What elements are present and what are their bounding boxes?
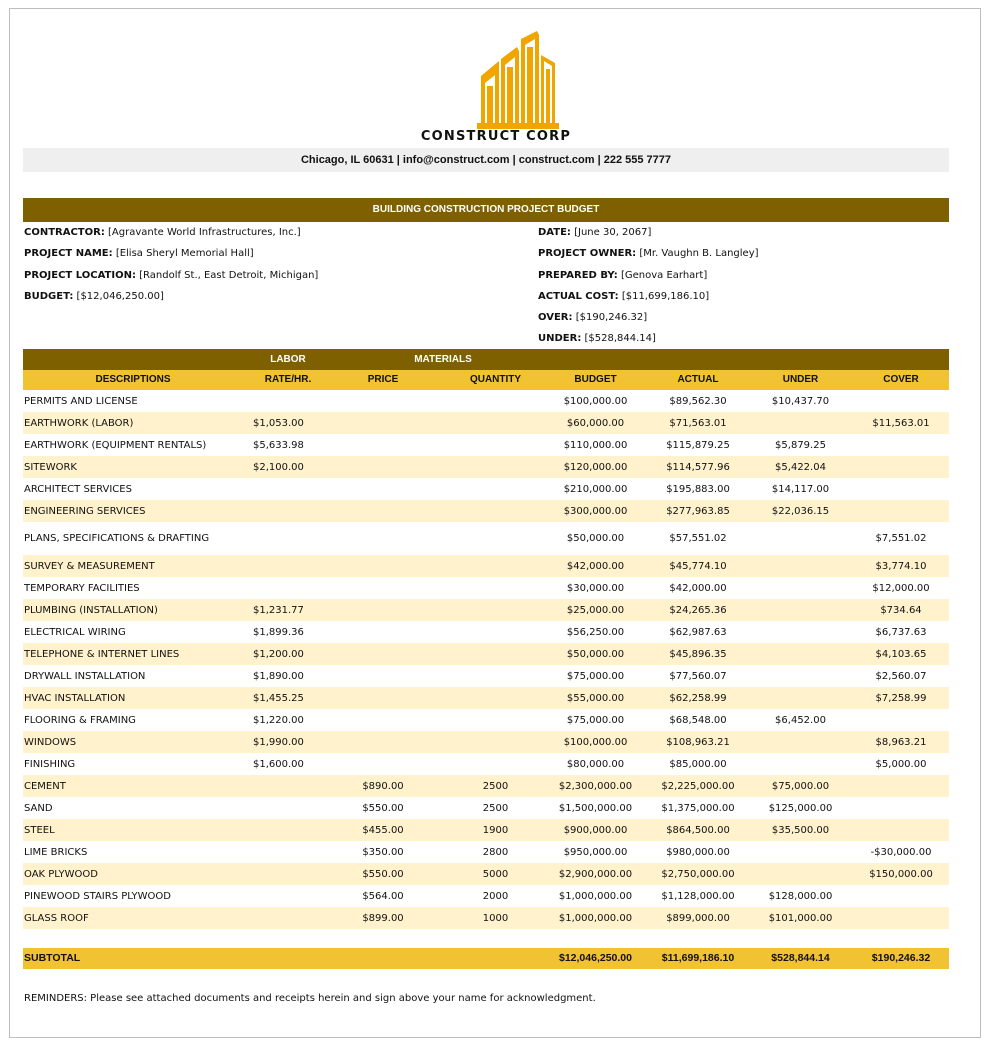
table-row [23, 412, 949, 434]
cell-description: FINISHING [24, 758, 76, 770]
cell-rate: $1,890.00 [253, 670, 304, 682]
cell-rate: $1,455.25 [253, 692, 304, 704]
cell-cover: $4,103.65 [875, 648, 927, 660]
table-row [23, 819, 949, 841]
cell-budget: $75,000.00 [566, 670, 625, 682]
cell-cover [853, 434, 949, 456]
cell-price [338, 500, 428, 522]
cell-rate: $1,899.36 [253, 626, 304, 638]
table-row [23, 687, 949, 709]
cell-budget: $100,000.00 [563, 395, 628, 407]
info-date: DATE: [June 30, 2067] [538, 227, 652, 238]
cell-quantity [443, 478, 548, 500]
cell-quantity [443, 434, 548, 456]
cell-actual: $62,258.99 [669, 692, 727, 704]
subtotal-under: $528,844.14 [771, 952, 830, 964]
cell-under [748, 687, 853, 709]
info-left [24, 222, 318, 307]
cell-quantity [443, 643, 548, 665]
col-under: UNDER [782, 374, 819, 385]
cell-quantity [443, 621, 548, 643]
table-row [23, 555, 949, 577]
cell-under: $35,500.00 [771, 824, 830, 836]
cell-cover: $7,258.99 [875, 692, 927, 704]
subtotal-budget: $12,046,250.00 [559, 952, 632, 964]
cell-actual: $1,375,000.00 [661, 802, 735, 814]
reminder-note: REMINDERS: Please see attached documents and receipts herein and sign above your name for acknowledgment. [24, 993, 596, 1004]
cell-quantity: 2500 [482, 802, 509, 814]
table-row [23, 621, 949, 643]
cell-budget: $60,000.00 [566, 417, 625, 429]
cell-actual: $77,560.07 [669, 670, 727, 682]
cell-budget: $950,000.00 [563, 846, 628, 858]
table-row [23, 577, 949, 599]
cell-price: $350.00 [362, 846, 404, 858]
cell-cover: $734.64 [880, 604, 922, 616]
cell-budget: $2,900,000.00 [558, 868, 633, 880]
cell-actual: $108,963.21 [666, 736, 730, 748]
cell-under [748, 522, 853, 555]
cell-actual: $85,000.00 [669, 758, 727, 770]
cell-under: $22,036.15 [771, 505, 830, 517]
cell-actual: $89,562.30 [669, 395, 727, 407]
subtotal-row [23, 948, 949, 969]
col-descriptions: DESCRIPTIONS [95, 374, 171, 385]
group-labor: LABOR [270, 354, 306, 365]
cell-actual: $899,000.00 [666, 912, 730, 924]
cell-actual: $24,265.36 [669, 604, 727, 616]
cell-budget: $110,000.00 [563, 439, 628, 451]
cell-description: EARTHWORK (EQUIPMENT RENTALS) [24, 439, 207, 451]
cell-quantity [443, 390, 548, 412]
cell-price [338, 434, 428, 456]
cell-quantity: 1900 [482, 824, 509, 836]
cell-description: TELEPHONE & INTERNET LINES [24, 648, 180, 660]
cell-budget: $2,300,000.00 [558, 780, 633, 792]
cell-under [748, 863, 853, 885]
cell-quantity [443, 709, 548, 731]
cell-actual: $45,774.10 [669, 560, 727, 572]
table-row [23, 907, 949, 929]
table-row [23, 731, 949, 753]
cell-price: $890.00 [362, 780, 404, 792]
cell-actual: $115,879.25 [666, 439, 730, 451]
cell-under: $125,000.00 [768, 802, 833, 814]
cell-price [338, 687, 428, 709]
cell-price [338, 709, 428, 731]
cell-under [748, 599, 853, 621]
cell-quantity: 2800 [482, 846, 509, 858]
cell-quantity [443, 665, 548, 687]
budget-title: BUILDING CONSTRUCTION PROJECT BUDGET [23, 198, 949, 222]
cell-cover: $150,000.00 [869, 868, 933, 880]
cell-cover [853, 797, 949, 819]
cell-actual: $45,896.35 [669, 648, 727, 660]
table-row [23, 390, 949, 412]
cell-under [748, 412, 853, 434]
cell-quantity [443, 522, 548, 555]
cell-actual: $2,225,000.00 [661, 780, 735, 792]
cell-actual: $2,750,000.00 [661, 868, 735, 880]
cell-quantity [443, 555, 548, 577]
building-logo-icon [469, 31, 559, 131]
cell-description: PLANS, SPECIFICATIONS & DRAFTING [24, 533, 210, 544]
cell-cover: $8,963.21 [875, 736, 927, 748]
cell-quantity: 1000 [482, 912, 509, 924]
cell-description: EARTHWORK (LABOR) [24, 417, 134, 429]
info-project-owner: PROJECT OWNER: [Mr. Vaughn B. Langley] [538, 248, 759, 260]
cell-budget: $100,000.00 [563, 736, 628, 748]
cell-budget: $1,000,000.00 [558, 890, 633, 902]
cell-description: PLUMBING (INSTALLATION) [24, 604, 158, 616]
group-header-row [23, 349, 949, 370]
cell-description: GLASS ROOF [24, 912, 89, 924]
cell-budget: $1,000,000.00 [558, 912, 633, 924]
info-project-name: PROJECT NAME: [Elisa Sheryl Memorial Hall] [24, 248, 254, 260]
cell-budget: $300,000.00 [563, 505, 628, 517]
cell-quantity [443, 412, 548, 434]
col-rate: RATE/HR. [264, 374, 312, 385]
cell-budget: $210,000.00 [563, 483, 628, 495]
info-budget: BUDGET: [$12,046,250.00] [24, 290, 164, 302]
cell-quantity [443, 731, 548, 753]
cell-cover [853, 885, 949, 907]
cell-rate: $1,200.00 [253, 648, 304, 660]
cell-description: FLOORING & FRAMING [24, 714, 136, 726]
cell-actual: $68,548.00 [669, 714, 727, 726]
cell-cover [853, 907, 949, 929]
table-row [23, 478, 949, 500]
cell-price: $899.00 [362, 912, 404, 924]
info-over: OVER: [$190,246.32] [538, 312, 648, 324]
col-cover: COVER [883, 374, 919, 385]
info-right [538, 222, 759, 350]
cell-actual: $1,128,000.00 [661, 890, 735, 902]
cell-price: $455.00 [362, 824, 404, 836]
cell-under [748, 577, 853, 599]
cell-actual: $42,000.00 [669, 582, 727, 594]
cell-rate: $2,100.00 [253, 461, 304, 473]
cell-cover [853, 390, 949, 412]
cell-under [748, 731, 853, 753]
col-actual: ACTUAL [677, 374, 719, 385]
cell-under [748, 753, 853, 775]
cell-description: ARCHITECT SERVICES [24, 483, 132, 495]
table-row [23, 500, 949, 522]
cell-price [338, 555, 428, 577]
cell-price [338, 577, 428, 599]
cell-quantity [443, 500, 548, 522]
cell-budget: $1,500,000.00 [558, 802, 633, 814]
col-price: PRICE [367, 374, 399, 385]
cell-price [338, 753, 428, 775]
budget-table-body [23, 390, 949, 929]
cell-quantity: 2500 [482, 780, 509, 792]
cell-rate: $5,633.98 [253, 439, 304, 451]
cell-cover [853, 775, 949, 797]
cell-cover: -$30,000.00 [870, 846, 932, 858]
cell-cover [853, 709, 949, 731]
cell-rate: $1,600.00 [253, 758, 304, 770]
info-project-location: PROJECT LOCATION: [Randolf St., East Detroit, Michigan] [24, 269, 319, 281]
cell-price [338, 522, 428, 555]
cell-rate: $1,220.00 [253, 714, 304, 726]
cell-price [338, 456, 428, 478]
cell-actual: $195,883.00 [666, 483, 730, 495]
cell-price [338, 665, 428, 687]
cell-quantity: 2000 [482, 890, 509, 902]
cell-under: $75,000.00 [771, 780, 830, 792]
cell-cover [853, 456, 949, 478]
cell-under [748, 643, 853, 665]
cell-under: $128,000.00 [768, 890, 833, 902]
table-row [23, 643, 949, 665]
info-contractor: CONTRACTOR: [Agravante World Infrastructures, Inc.] [24, 227, 301, 238]
cell-description: ELECTRICAL WIRING [24, 626, 126, 638]
cell-budget: $56,250.00 [566, 626, 625, 638]
cell-under: $101,000.00 [768, 912, 833, 924]
cell-cover: $3,774.10 [875, 560, 927, 572]
cell-description: WINDOWS [24, 736, 77, 748]
cell-price: $564.00 [362, 890, 404, 902]
cell-actual: $980,000.00 [666, 846, 730, 858]
table-row [23, 841, 949, 863]
cell-cover: $5,000.00 [875, 758, 927, 770]
cell-budget: $75,000.00 [566, 714, 625, 726]
cell-budget: $120,000.00 [563, 461, 628, 473]
cell-quantity [443, 456, 548, 478]
table-row [23, 665, 949, 687]
cell-under: $6,452.00 [775, 714, 826, 726]
cell-under [748, 621, 853, 643]
cell-description: PINEWOOD STAIRS PLYWOOD [24, 890, 171, 902]
contact-bar: Chicago, IL 60631 | info@construct.com | construct.com | 222 555 7777 [23, 148, 949, 172]
table-row [23, 434, 949, 456]
cell-actual: $114,577.96 [666, 461, 730, 473]
cell-actual: $864,500.00 [666, 824, 730, 836]
cell-budget: $30,000.00 [566, 582, 625, 594]
cell-rate: $1,990.00 [253, 736, 304, 748]
cell-cover [853, 478, 949, 500]
cell-price [338, 621, 428, 643]
cell-description: LIME BRICKS [24, 846, 88, 858]
cell-actual: $277,963.85 [666, 505, 730, 517]
cell-description: STEEL [24, 824, 55, 836]
cell-price [338, 390, 428, 412]
subtotal-actual: $11,699,186.10 [661, 952, 735, 964]
cell-cover: $6,737.63 [875, 626, 927, 638]
cell-description: SURVEY & MEASUREMENT [24, 560, 155, 572]
cell-under [748, 555, 853, 577]
info-actual-cost: ACTUAL COST: [$11,699,186.10] [538, 290, 710, 302]
cell-description: CEMENT [24, 780, 66, 792]
cell-under [748, 841, 853, 863]
cell-cover: $12,000.00 [872, 582, 930, 594]
company-name: CONSTRUCT CORP [420, 129, 572, 144]
table-row [23, 599, 949, 621]
table-row [23, 522, 949, 555]
cell-description: TEMPORARY FACILITIES [24, 582, 140, 594]
cell-price [338, 731, 428, 753]
cell-quantity [443, 599, 548, 621]
cell-actual: $57,551.02 [669, 533, 727, 544]
cell-under: $14,117.00 [771, 483, 830, 495]
cell-description: DRYWALL INSTALLATION [24, 670, 146, 682]
table-row [23, 709, 949, 731]
table-row [23, 456, 949, 478]
cell-description: ENGINEERING SERVICES [24, 505, 146, 517]
cell-price: $550.00 [362, 868, 404, 880]
cell-cover: $7,551.02 [875, 533, 927, 544]
cell-description: OAK PLYWOOD [24, 868, 98, 880]
cell-cover: $11,563.01 [872, 417, 930, 429]
table-row [23, 863, 949, 885]
cell-budget: $900,000.00 [563, 824, 628, 836]
cell-description: SITEWORK [24, 461, 77, 473]
cell-description: HVAC INSTALLATION [24, 692, 126, 704]
subtotal-cover: $190,246.32 [871, 952, 931, 964]
cell-under: $10,437.70 [771, 395, 830, 407]
cell-budget: $80,000.00 [566, 758, 625, 770]
cell-budget: $55,000.00 [566, 692, 625, 704]
cell-price [338, 599, 428, 621]
table-row [23, 797, 949, 819]
cell-price [338, 412, 428, 434]
cell-quantity: 5000 [482, 868, 509, 880]
cell-description: SAND [24, 802, 53, 814]
info-prepared-by: PREPARED BY: [Genova Earhart] [538, 269, 708, 281]
cell-price [338, 478, 428, 500]
col-budget: BUDGET [574, 374, 617, 385]
cell-description: PERMITS AND LICENSE [24, 395, 138, 407]
subtotal-label: SUBTOTAL [24, 952, 81, 964]
table-row [23, 885, 949, 907]
cell-budget: $42,000.00 [566, 560, 625, 572]
group-materials: MATERIALS [414, 354, 472, 365]
cell-under [748, 665, 853, 687]
cell-rate: $1,053.00 [253, 417, 304, 429]
cell-cover [853, 819, 949, 841]
cell-under: $5,879.25 [775, 439, 826, 451]
cell-actual: $62,987.63 [669, 626, 727, 638]
cell-rate: $1,231.77 [253, 604, 304, 616]
cell-price [338, 643, 428, 665]
cell-budget: $50,000.00 [566, 648, 625, 660]
cell-quantity [443, 753, 548, 775]
cell-cover: $2,560.07 [875, 670, 927, 682]
cell-budget: $25,000.00 [566, 604, 625, 616]
cell-budget: $50,000.00 [566, 533, 625, 544]
cell-under: $5,422.04 [775, 461, 826, 473]
table-row [23, 753, 949, 775]
cell-actual: $71,563.01 [669, 417, 727, 429]
column-header-row [23, 370, 949, 390]
cell-cover [853, 500, 949, 522]
cell-price: $550.00 [362, 802, 404, 814]
cell-quantity [443, 687, 548, 709]
cell-quantity [443, 577, 548, 599]
info-under: UNDER: [$528,844.14] [538, 333, 656, 345]
table-row [23, 775, 949, 797]
col-quantity: QUANTITY [469, 374, 522, 385]
